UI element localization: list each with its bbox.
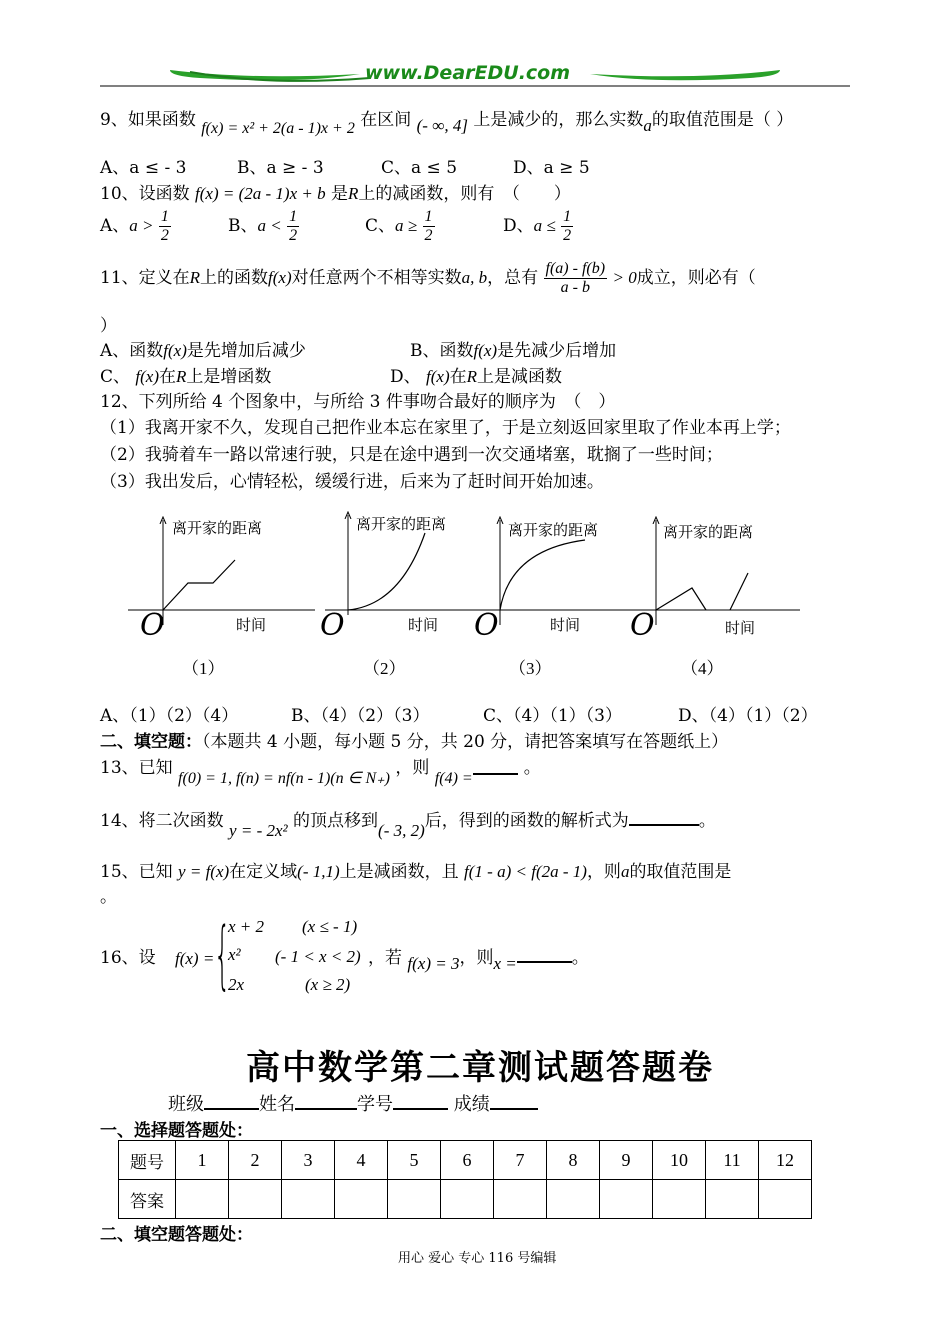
section2-heading: 二、填空题：（本题共 4 小题，每小题 5 分，共 20 分，请把答案填写在答题纸上） <box>100 732 729 752</box>
q16-fx: f(x) = <box>175 949 215 968</box>
q10-option-a: A、a > $\frac{1}{2}$ <box>100 208 169 244</box>
q12-option-d: D、（4）（1）（2） <box>678 706 818 726</box>
q10-func: f(x) = (2a - 1)x + b <box>195 184 326 203</box>
graph-3-ylabel: 离开家的距离 <box>508 521 599 539</box>
graph-2-caption: （2） <box>363 659 406 678</box>
answer-table-row-numbers: 题号 1 2 3 4 5 6 7 8 9 10 11 12 <box>119 1141 812 1180</box>
graph-3-caption: （3） <box>509 659 552 678</box>
q9-option-c: C、a ≤ 5 <box>381 158 458 178</box>
q16-case-1-expr: x + 2 <box>228 917 265 936</box>
q16-tail: ，若 f(x) = 3，则x = 。 <box>368 948 589 973</box>
answer-table <box>118 1140 812 1219</box>
q12-option-c: C、（4）（1）（3） <box>483 706 622 726</box>
q12-item-2: （2）我骑着车一路以常速行驶，只是在途中遇到一次交通堵塞，耽搁了一些时间； <box>100 445 723 465</box>
q9-interval: (- ∞, 4] <box>416 116 468 135</box>
graph-1-xlabel: 时间 <box>236 616 267 634</box>
q16-case-3-expr: 2x <box>228 975 245 994</box>
graph-2-xlabel: 时间 <box>408 616 439 634</box>
answer-sheet-sec2: 二、填空题答题处： <box>100 1225 253 1245</box>
graph-1-ylabel: 离开家的距离 <box>172 519 263 537</box>
q12-item-1: （1）我离开家不久，发现自己把作业本忘在家里了，于是立刻返回家里取了作业本再上学； <box>100 418 791 438</box>
q10-option-d: D、a ≤ $\frac{1}{2}$ <box>503 208 572 244</box>
q9-option-a: A、a ≤ - 3 <box>100 158 187 178</box>
score-field[interactable] <box>490 1108 538 1110</box>
q16-label: 16、设 <box>100 948 156 968</box>
q16-case-2-cond: (- 1 < x < 2) <box>275 947 361 966</box>
graph-3 <box>455 520 640 643</box>
q11-option-d: D、 f(x)在R上是减函数 <box>390 367 563 387</box>
q9-option-b: B、a ≥ - 3 <box>237 158 324 178</box>
header-banner <box>100 60 850 90</box>
answer-sheet-sec1: 一、选择题答题处： <box>100 1121 253 1141</box>
answer-table-row-answers <box>119 1180 812 1219</box>
class-field[interactable] <box>204 1108 259 1110</box>
table-head-number: 题号 <box>119 1141 176 1180</box>
q16-case-3-cond: (x ≥ 2) <box>305 975 351 994</box>
q10-stem: 10、设函数 f(x) = (2a - 1)x + b 是R上的减函数，则有 （ ） <box>100 184 571 204</box>
q12-item-3: （3）我出发后，心情轻松，缓缓行进，后来为了赶时间开始加速。 <box>100 472 604 492</box>
table-head-answer: 答案 <box>119 1180 176 1219</box>
q12-stem: 12、下列所给 4 个图象中，与所给 3 件事吻合最好的顺序为 （ ） <box>100 392 616 412</box>
graph-3-xlabel: 时间 <box>550 616 581 634</box>
q11-option-b: B、函数f(x)是先减少后增加 <box>410 341 617 361</box>
answer-sheet-fields: 班级 姓名 学号 成绩 <box>168 1090 538 1116</box>
q11-stem: 11、定义在R上的函数f(x)对任意两个不相等实数a, b，总有 $\frac{f(a) - f(b)}{a - b}$ > 0成立，则必有（ <box>100 260 756 296</box>
q16-case-2-expr: x² <box>228 945 241 964</box>
graph-2-ylabel: 离开家的距离 <box>356 515 447 533</box>
graph-1-origin: O <box>140 608 165 643</box>
graph-4-ylabel: 离开家的距离 <box>663 523 754 541</box>
q16-case-1-cond: (x ≤ - 1) <box>302 917 358 936</box>
q13: 13、已知 f(0) = 1, f(n) = nf(n - 1)(n ∈ N₊) ，则 f(4) =。 <box>100 758 541 787</box>
graph-1-caption: （1） <box>182 659 225 678</box>
footer: 用心 爱心 专心 116 号编辑 <box>398 1251 557 1266</box>
graph-4-xlabel: 时间 <box>725 619 756 637</box>
q9-option-d: D、a ≥ 5 <box>513 158 590 178</box>
q11-stem-cont: ） <box>100 316 117 336</box>
q11-option-c: C、 f(x)在R上是增函数 <box>100 367 272 387</box>
student-id-field[interactable] <box>393 1108 448 1110</box>
q12-option-a: A、（1）（2）（4） <box>100 706 239 726</box>
q9-stem: 9、如果函数 f(x) = x² + 2(a - 1)x + 2 在区间 (- ∞, 4] 上是减少的，那么实数a的取值范围是（ ） <box>100 110 794 137</box>
q16-answer-blank[interactable] <box>517 961 572 963</box>
q16-brace: { <box>214 912 231 998</box>
graph-4-caption: （4） <box>681 659 724 678</box>
q10-option-c: C、a ≥ $\frac{1}{2}$ <box>365 208 433 244</box>
graph-4 <box>625 520 800 643</box>
graph-3-origin: O <box>474 608 499 643</box>
q14-answer-blank[interactable] <box>629 824 699 826</box>
q11-option-a: A、函数f(x)是先增加后减少 <box>100 341 306 361</box>
q10-option-b: B、a < $\frac{1}{2}$ <box>228 208 298 244</box>
graph-2-origin: O <box>320 608 345 643</box>
q12-option-b: B、（4）（2）（3） <box>291 706 430 726</box>
q9-func: f(x) = x² + 2(a - 1)x + 2 <box>201 120 355 137</box>
graph-1 <box>128 519 315 643</box>
header-site[interactable]: www.DearEDU.com <box>365 62 571 84</box>
q15-cont: 。 <box>100 887 117 907</box>
graph-4-origin: O <box>630 608 655 643</box>
q13-answer-blank[interactable] <box>473 773 518 775</box>
name-field[interactable] <box>295 1108 357 1110</box>
answer-sheet-title: 高中数学第二章测试题答题卷 <box>246 1048 714 1088</box>
q15: 15、已知 y = f(x)在定义域(- 1,1)上是减函数，且 f(1 - a) < f(2a - 1)，则a的取值范围是 <box>100 862 732 882</box>
q14: 14、将二次函数 y = - 2x² 的顶点移到(- 3, 2)后，得到的函数的解析式为 。 <box>100 811 716 840</box>
q12-graphs <box>0 505 950 665</box>
